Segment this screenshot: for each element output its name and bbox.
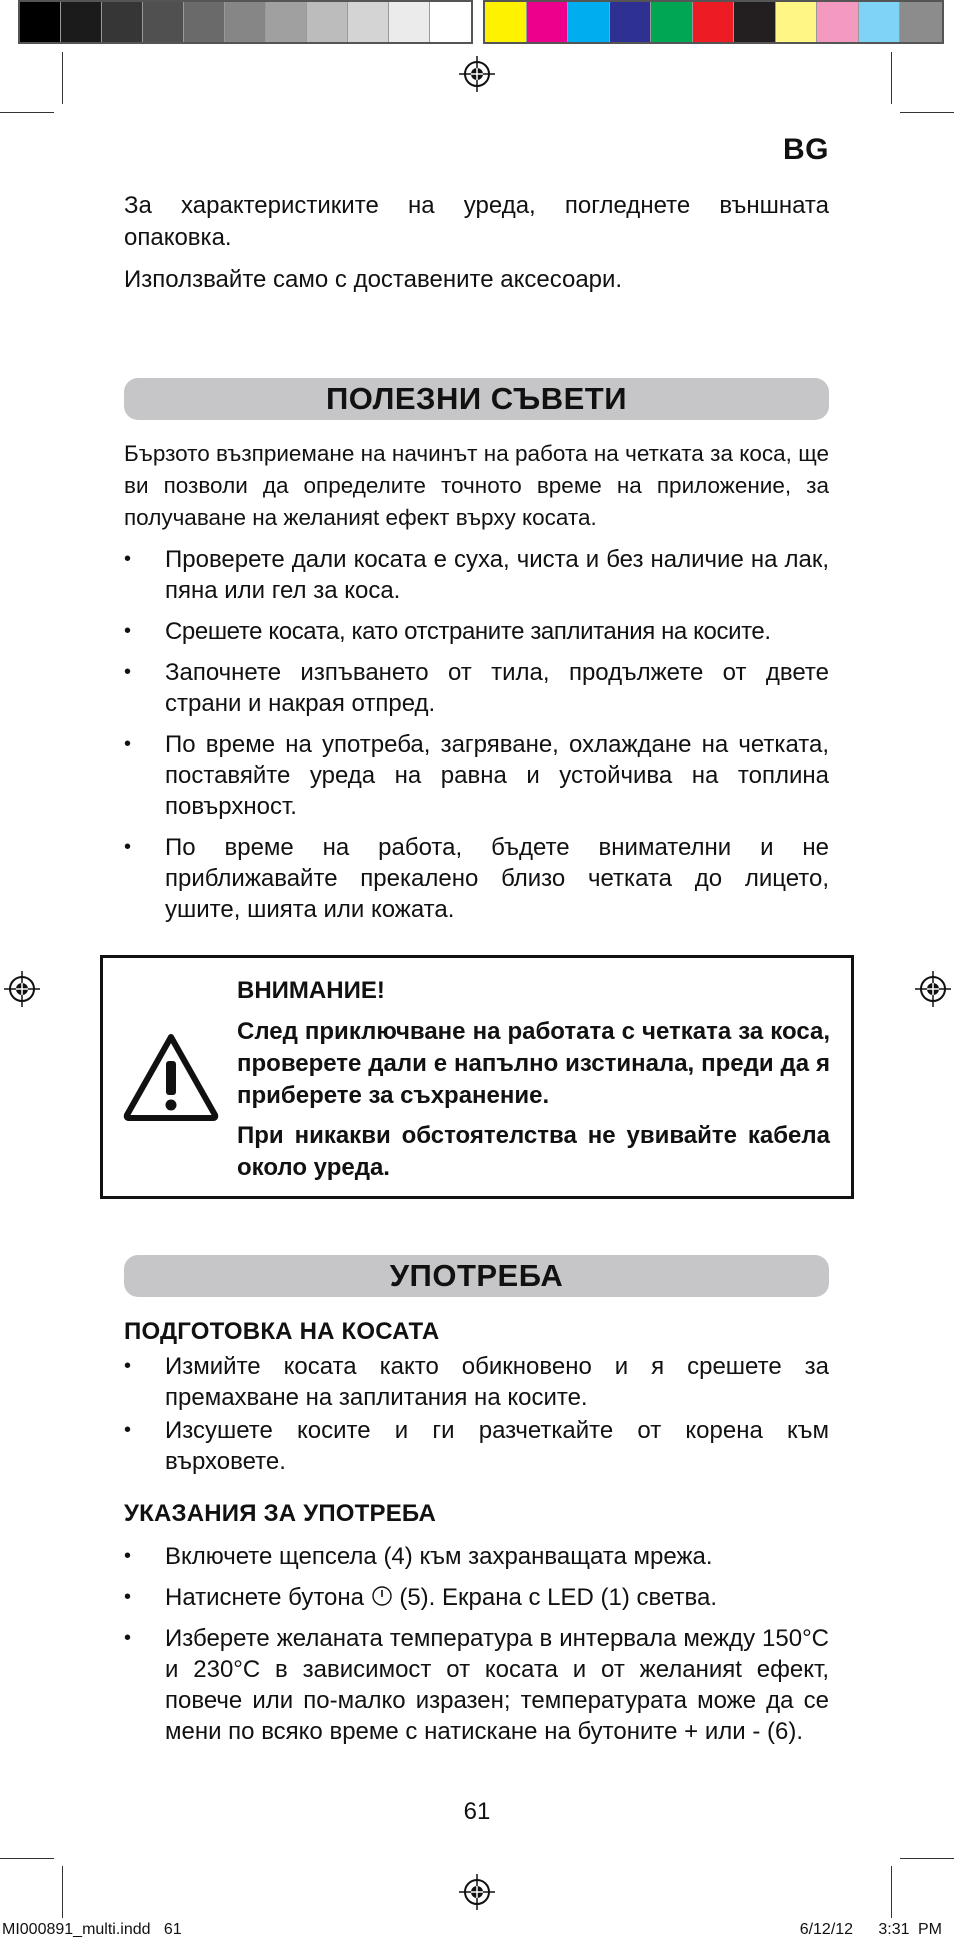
crop-mark-top-left-h (0, 112, 54, 113)
page-number: 61 (463, 1798, 491, 1825)
list-item: • Включете щепсела (4) към захранващата мрежа. (124, 1543, 713, 1570)
crop-mark-top-right (891, 52, 892, 104)
power-button-icon (371, 1585, 393, 1607)
registration-mark-top-icon (457, 54, 497, 94)
section-title-usage: УПОТРЕБА (124, 1255, 829, 1297)
crop-mark-bottom-left-h (0, 1858, 54, 1859)
prep-list (124, 1351, 829, 1477)
crop-mark-bottom-right (891, 1866, 892, 1918)
page-content (124, 128, 829, 935)
tips-list (124, 544, 829, 925)
instructions-list (124, 1541, 829, 1747)
bullet-dot: • (124, 1419, 132, 1441)
gray-swatch-4 (184, 2, 225, 42)
color-swatch-5 (693, 2, 735, 42)
list-item: • Измийте косата както обикновено и я срешете за премахване на заплитания на косите. (124, 1353, 829, 1411)
color-swatch-6 (734, 2, 776, 42)
warning-paragraph-2: При никакви обстоятелства не увивайте кабела около уреда. (237, 1122, 830, 1181)
color-swatch-3 (610, 2, 652, 42)
list-item: • Натиснете бутона (5). Екрана с LED (1) светва. (124, 1584, 718, 1611)
color-swatch-2 (568, 2, 610, 42)
slug-file-name: MI000891_multi.indd 61 (2, 1921, 182, 1938)
gray-swatch-5 (225, 2, 266, 42)
gray-swatch-6 (266, 2, 307, 42)
instructions-heading: УКАЗАНИЯ ЗА УПОТРЕБА (124, 1500, 437, 1527)
registration-mark-right-icon (913, 969, 953, 1009)
gray-swatch-2 (102, 2, 143, 42)
crop-mark-bottom-right-h (900, 1858, 954, 1859)
bullet-dot: • (124, 1627, 132, 1649)
gray-swatch-1 (61, 2, 102, 42)
bullet-dot: • (124, 661, 132, 683)
color-swatch-8 (817, 2, 859, 42)
gray-swatch-3 (143, 2, 184, 42)
section-title-tips: ПОЛЕЗНИ СЪВЕТИ (124, 378, 829, 420)
list-item: • Започнете изпъването от тила, продължете от двете страни и накрая отпред. (124, 659, 829, 717)
gray-swatch-9 (389, 2, 430, 42)
prep-heading: ПОДГОТОВКА НА КОСАТА (124, 1318, 440, 1345)
bullet-dot: • (124, 1586, 132, 1608)
warning-text (237, 976, 830, 1192)
crop-mark-top-right-h (900, 112, 954, 113)
process-color-bar (483, 0, 944, 44)
warning-box (100, 955, 854, 1199)
bullet-dot: • (124, 620, 132, 642)
bullet-dot: • (124, 1355, 132, 1377)
gray-swatch-10 (430, 2, 471, 42)
color-swatch-7 (776, 2, 818, 42)
warning-paragraph-1: След приключване на работата с четката за коса, проверете дали е напълно изстинала, преди да я приберете за съхранение. (237, 1018, 830, 1109)
registration-mark-left-icon (2, 969, 42, 1009)
warning-title: ВНИМАНИЕ! (237, 977, 385, 1004)
warning-triangle-icon (123, 1033, 219, 1121)
bullet-dot: • (124, 548, 132, 570)
bullet-dot: • (124, 733, 132, 755)
usage-section (124, 1255, 829, 1757)
list-item: • Срешете косата, като отстраните заплитания на косите. (124, 618, 771, 645)
tips-intro: Бързото възприемане на начинът на работа на четката за коса, ще ви позволи да определите точното време на приложение, за получаване на желанияt ефект върху косата. (124, 441, 829, 530)
bullet-dot: • (124, 836, 132, 858)
bullet-dot: • (124, 1545, 132, 1567)
grayscale-color-bar (18, 0, 473, 44)
color-swatch-10 (900, 2, 942, 42)
list-item: • Изсушете косите и ги разчеткайте от корена към върховете. (124, 1417, 829, 1475)
gray-swatch-8 (348, 2, 389, 42)
crop-mark-top-left (62, 52, 63, 104)
gray-swatch-0 (20, 2, 61, 42)
slug-date: 6/12/12 3:31 PM (799, 1921, 942, 1938)
list-item: • По време на работа, бъдете внимателни и не приближавайте прекалено близо четката до лицето, ушите, шията или кожата. (124, 834, 829, 923)
list-item: • Проверете дали косата е суха, чиста и без наличие на лак, пяна или гел за коса. (124, 546, 829, 604)
intro-paragraph-2: Използвайте само с доставените аксесоари. (124, 266, 623, 293)
color-swatch-0 (485, 2, 527, 42)
registration-mark-bottom-icon (457, 1872, 497, 1912)
intro-paragraph-1: За характеристиките на уреда, погледнете външната опаковка. (124, 192, 829, 251)
list-item: • Изберете желаната температура в интервала между 150°C и 230°C в зависимост от косата и от желанияt ефект, повече или по-малко изразен; температурата може да се мени по всяко време с натискане на бутоните + или - (6). (124, 1625, 829, 1745)
crop-mark-bottom-left (62, 1866, 63, 1918)
color-swatch-4 (651, 2, 693, 42)
color-swatch-1 (527, 2, 569, 42)
gray-swatch-7 (307, 2, 348, 42)
language-code: BG (783, 133, 829, 166)
color-swatch-9 (859, 2, 901, 42)
list-item: • По време на употреба, загряване, охлаждане на четката, поставяйте уреда на равна и устойчива на топлина повърхност. (124, 731, 829, 820)
